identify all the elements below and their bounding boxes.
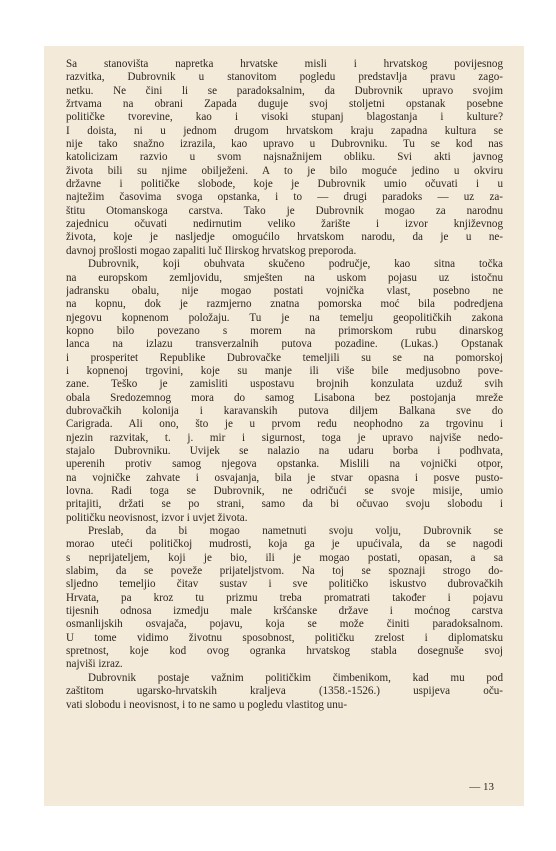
- body-text: [66, 58, 503, 712]
- text-line: sljedno temeljio čitav sustav i sve političko iskustvo dubrovačkih: [66, 578, 503, 591]
- text-line: lanca na izlazu transverzalnih putova pozadine. (Lukas.) Opstanak: [66, 338, 503, 351]
- text-line: osmanlijskih osvajača, pojavu, koja se može činiti paradoksalnom.: [66, 618, 503, 631]
- text-line: spretnost, koje kod ovog ogranka hrvatskog stabla dosegnuše svoj: [66, 645, 503, 658]
- text-line: davnoj prošlosti mogao zapaliti luč Ilirskog hrvatskog preporoda.: [66, 244, 357, 257]
- text-line: I doista, ni u jednom drugom hrvatskom kraju zapadna kultura se: [66, 124, 503, 137]
- text-line: državne i političke slobode, koje je Dubrovnik umio očuvati i u: [66, 178, 503, 191]
- text-line: njegovu kopnenom položaju. Tu je na temelju geopolitičkih zakona: [66, 311, 503, 324]
- paragraph-2: [66, 258, 503, 525]
- text-line: lovna. Radi toga se Dubrovnik, ne odričući se svoje misije, umio: [66, 485, 503, 497]
- text-line: dubrovačkih kolonija i karavanskih putova diljem Balkana sve do: [66, 404, 503, 417]
- text-line: i prosperitet Republike Dubrovačke temeljili su se na pomorskoj: [66, 351, 503, 364]
- text-line: žrtvama na obrani Zapada duguje svoj stoljetni opstanak posebne: [66, 98, 503, 111]
- text-line: stajalo Dubrovniku. Uvijek se nalazio na udaru borba i podhvata,: [66, 444, 503, 457]
- text-line: zane. Teško je zamisliti uspostavu brojnih konzulata uzduž svih: [66, 378, 503, 391]
- text-line: zaštitom ugarsko-hrvatskih kraljeva (1358.-1526.) uspijeva oču-: [66, 685, 503, 698]
- page-number: — 13: [469, 781, 494, 793]
- paragraph-4: [66, 672, 503, 712]
- text-line: obala Sredozemnog mora do samog Lisabona bez postojanja mreže: [66, 391, 503, 404]
- text-line: i kopnenoj trgovini, koje su manje ili više bile medjusobno pove-: [66, 364, 503, 377]
- text-line: vati slobodu i neovisnost, i to ne samo u pogledu vlastitog unu-: [66, 698, 348, 711]
- text-line: uperenih protiv samog njegova opstanka. Mislili na vojnički otpor,: [66, 458, 503, 471]
- text-line: s neprijateljem, koji je bio, ili je mogao postati, opasan, a sa: [66, 551, 503, 564]
- text-line: razvitka, Dubrovnik u stanovitom pogledu predstavlja pravu zago-: [66, 71, 503, 84]
- text-line: U tome vidimo životnu sposobnost, političku zrelost i diplomatsku: [66, 631, 503, 644]
- text-line: netku. Ne čini li se paradoksalnim, da Dubrovnik upravo svojim: [66, 84, 503, 97]
- text-line: Hrvata, pa kroz tu prizmu treba promatrati također i pojavu: [66, 591, 503, 604]
- text-line: najtežim časovima svoga opstanka, i to — drugi paradoks — uz za-: [66, 191, 503, 204]
- text-line: na kopnu, dok je razmjerno znatna pomorska moć bila podredjena: [66, 298, 503, 311]
- text-line: političke tvorevine, kao i visoki stupanj blagostanja i kulture?: [66, 111, 503, 124]
- text-line: njezin razvitak, t. j. mir i sigurnost, toga je upravo najviše nedo-: [66, 431, 503, 444]
- text-line: političku neovisnost, izvor i uvjet života.: [66, 511, 248, 524]
- text-line: Preslab, da bi mogao nametnuti svoju volju, Dubrovnik se: [88, 525, 503, 538]
- text-line: morao uteći političkoj mudrosti, koja ga je upućivala, da se nagodi: [66, 538, 503, 551]
- text-line: štitu Otomanskoga carstva. Tako je Dubrovnik mogao za narodnu: [66, 204, 503, 217]
- text-line: na vojničke zahvate i osvajanja, bila je stvar opasna i posve pusto-: [66, 471, 503, 484]
- text-line: jadransku obalu, nije mogao postati vojnička vlast, posebno ne: [66, 284, 503, 297]
- text-line: nije tako snažno izrazila, kao upravo u Dubrovniku. Tu se kod nas: [66, 138, 503, 151]
- text-line: slabim, da se poveže prijateljstvom. Na toj se spoznaji strogo do-: [66, 565, 503, 578]
- paragraph-1: [66, 58, 503, 258]
- text-line: života bili su njime obilježeni. A to je bilo moguće jedino u okviru: [66, 164, 503, 177]
- text-line: kopno bilo povezano s morem na primorskom rubu dinarskog: [66, 324, 503, 337]
- text-line: Carigrada. Ali ono, što je u prvom redu neophodno za trgovinu i: [66, 418, 503, 431]
- text-line: na europskom zemljovidu, smješten na uskom pojasu uz istočnu: [66, 271, 503, 284]
- text-line: zajednicu očuvati nedirnutim veliko žarište i izvor književnog: [66, 218, 503, 231]
- text-line: Dubrovnik, koji obuhvata skučeno područje, kao sitna točka: [88, 258, 503, 271]
- text-line: Dubrovnik postaje važnim političkim čimbenikom, kad mu pod: [88, 671, 503, 684]
- text-line: pritajiti, držati se po strani, samo da bi očuvao svoju slobodu i: [66, 498, 503, 511]
- text-line: života, koje je nasljedje omogućilo hrvatskom narodu, da je u ne-: [66, 231, 503, 244]
- text-line: katolicizam razvio u svom najsnažnijem obliku. Svi akti javnog: [66, 151, 503, 164]
- text-line: tijesnih odnosa izmedju male kršćanske države i moćnog carstva: [66, 605, 503, 618]
- text-line: Sa stanovišta napretka hrvatske misli i hrvatskog povijesnog: [66, 58, 503, 70]
- text-line: najviši izraz.: [66, 658, 123, 671]
- paragraph-3: [66, 525, 503, 672]
